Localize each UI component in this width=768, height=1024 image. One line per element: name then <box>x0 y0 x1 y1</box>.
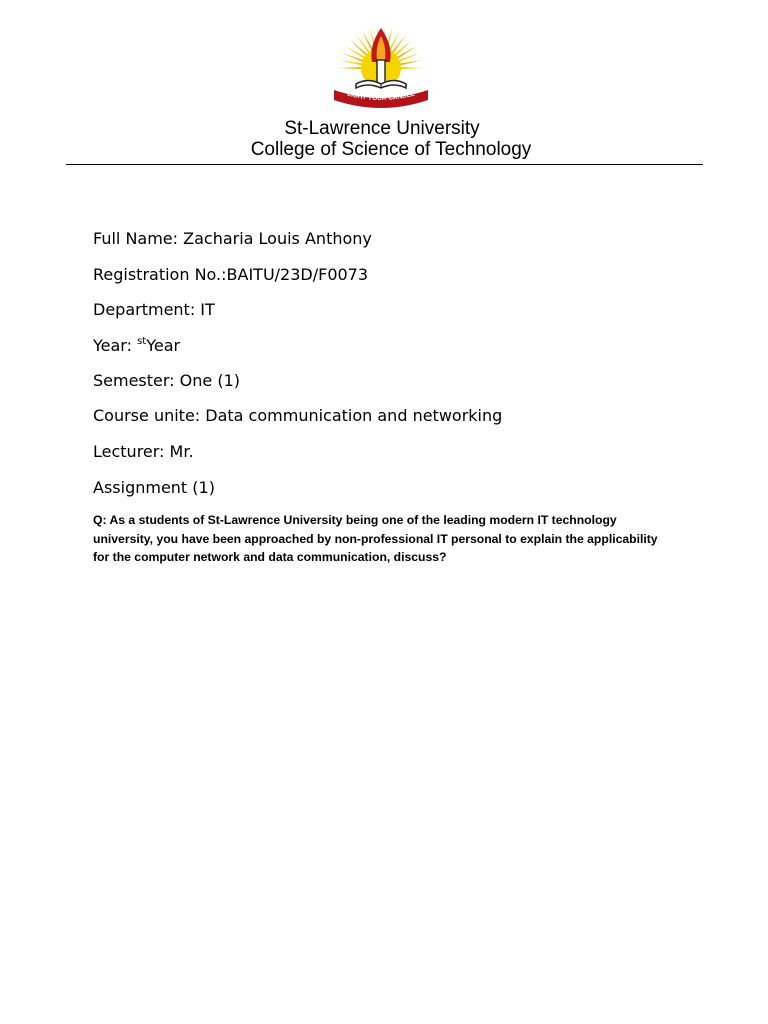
assignment-question: Q: As a students of St-Lawrence University being one of the leading modern IT technology university, you have been approached by non-professional IT personal to explain the applicability for the computer network and data communication, discuss? <box>93 513 658 564</box>
year-prefix: Year: <box>93 336 138 355</box>
registration-number: Registration No.:BAITU/23D/F0073 <box>93 265 369 284</box>
candle-icon <box>377 60 385 84</box>
sun-ray <box>399 67 423 69</box>
sun-ray <box>340 60 364 66</box>
semester: Semester: One (1) <box>93 371 240 390</box>
year-superscript: st <box>137 336 147 347</box>
university-name: St-Lawrence University <box>284 118 480 139</box>
course-unit: Course unite: Data communication and networking <box>93 406 503 425</box>
full-name: Full Name: Zacharia Louis Anthony <box>93 229 372 248</box>
college-name: College of Science of Technology <box>250 139 532 160</box>
department: Department: IT <box>93 300 215 319</box>
sun-ray <box>397 53 420 63</box>
sun-ray <box>339 67 363 69</box>
year-suffix: Year <box>146 336 181 355</box>
lecturer: Lecturer: Mr. <box>93 442 194 461</box>
sun-ray <box>342 53 365 63</box>
assignment-title: Assignment (1) <box>93 478 215 497</box>
header-divider <box>66 164 703 165</box>
motto-text: LIGHT YOUR CANDLE <box>346 90 416 103</box>
year <box>93 336 180 356</box>
university-logo <box>326 22 436 114</box>
sun-ray <box>399 60 423 66</box>
